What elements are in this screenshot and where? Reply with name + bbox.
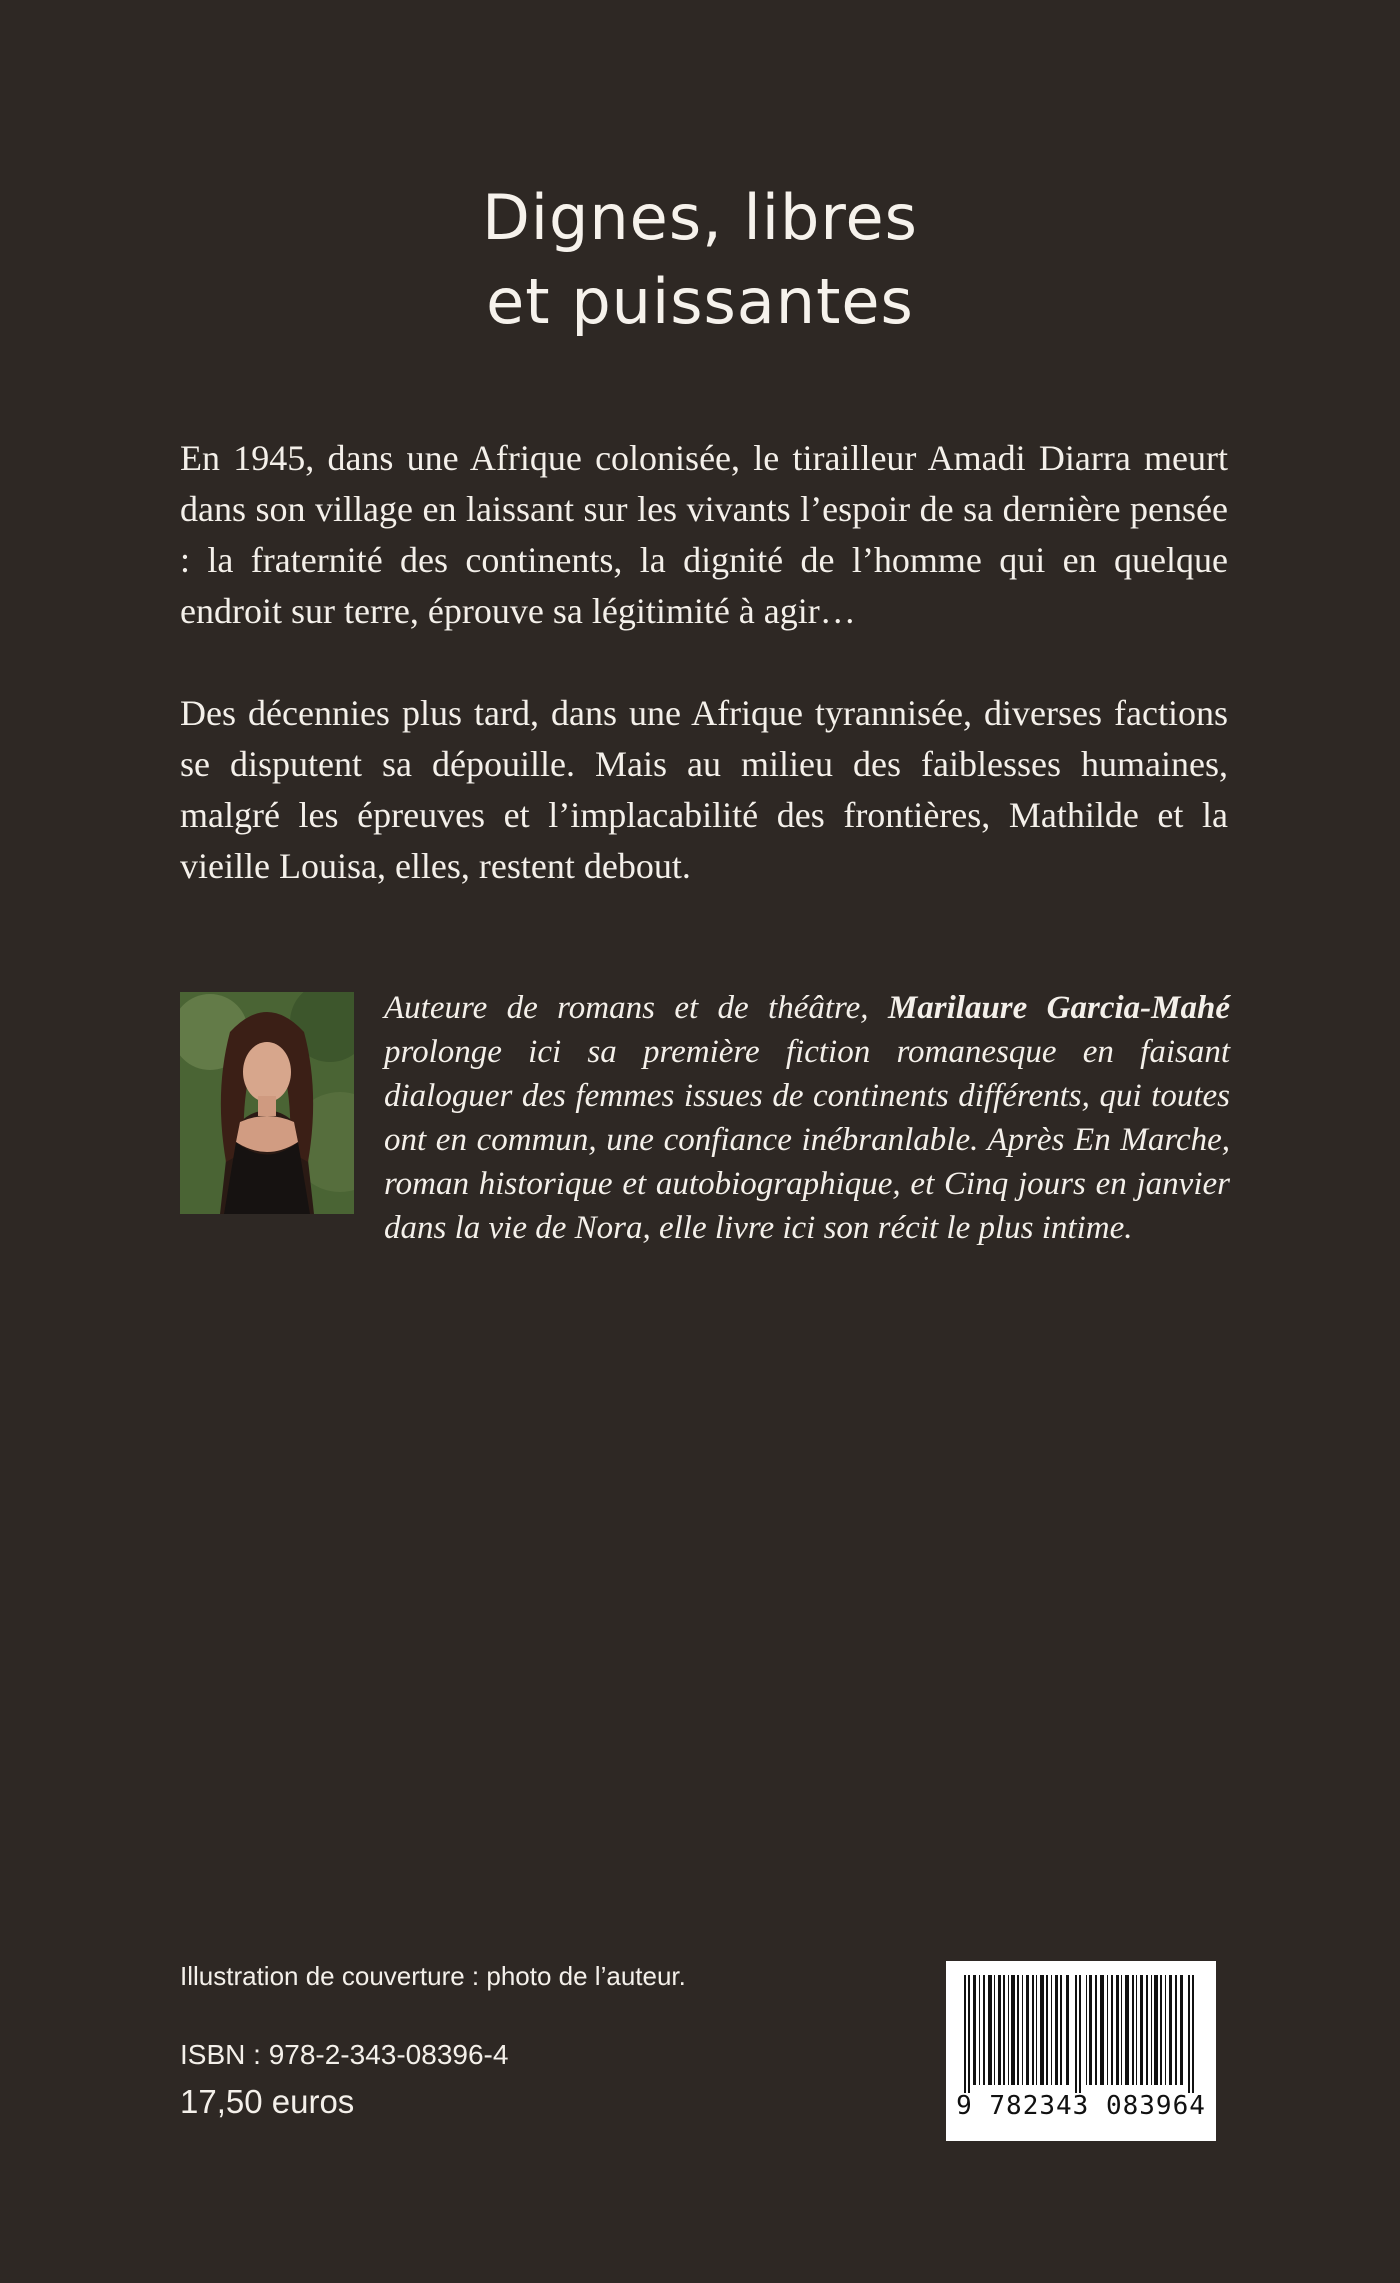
barcode-digits: 9 782343 083964 xyxy=(956,2091,1206,2121)
synopsis-paragraph-1: En 1945, dans une Afrique colonisée, le tirailleur Amadi Diarra meurt dans son village en laissant sur les vivants l’espoir de sa dernière pensée : la fraternité des continents, la dignité de l’homme qui en quelque endroit sur terre, éprouve sa légitimité à agir… xyxy=(180,438,1228,631)
book-title-line-1: Dignes, libres xyxy=(482,181,918,254)
author-biography xyxy=(384,986,1230,1250)
book-title xyxy=(0,176,1400,344)
author-bio-body: prolonge ici sa première fiction romanesque en faisant dialoguer des femmes issues de continents différents, qui toutes ont en commun, une confiance inébranlable. Après En Marche, roman historique et autobiographique, et Cinq jours en janvier dans la vie de Nora, elle livre ici son récit le plus intime. xyxy=(384,1034,1230,1246)
illustration-credit: Illustration de couverture : photo de l’auteur. xyxy=(180,1961,686,1991)
isbn-number: ISBN : 978-2-343-08396-4 xyxy=(180,2039,509,2070)
author-name: Marilaure Garcia-Mahé xyxy=(887,990,1231,1026)
book-price: 17,50 euros xyxy=(180,2083,355,2120)
author-photo xyxy=(180,992,354,1214)
author-portrait-illustration xyxy=(180,992,354,1214)
synopsis-paragraph-2: Des décennies plus tard, dans une Afrique tyrannisée, diverses factions se disputent sa dépouille. Mais au milieu des faiblesses humaines, malgré les épreuves et l’implacabilité des frontières, Mathilde et la vieille Louisa, elles, restent debout. xyxy=(180,693,1228,886)
book-title-line-2: et puissantes xyxy=(486,265,914,338)
author-bio-intro: Auteure de romans et de théâtre, xyxy=(384,990,888,1026)
isbn-barcode xyxy=(946,1961,1216,2141)
barcode-bar-group xyxy=(964,1975,1194,2093)
